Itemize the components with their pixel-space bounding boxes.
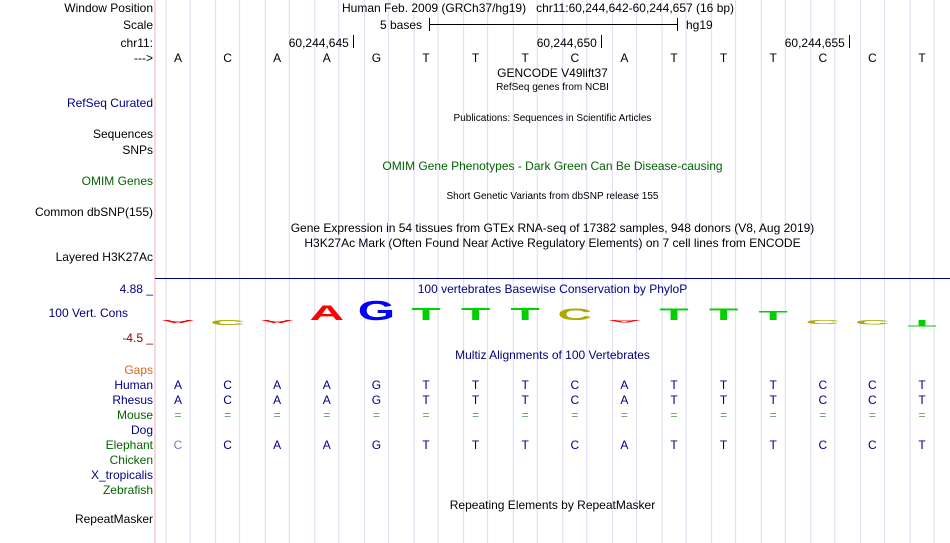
conservation-letter: A — [259, 318, 295, 325]
sequence-base: C — [570, 51, 580, 65]
alignment-base: T — [422, 378, 430, 392]
alignment-base: = — [372, 408, 380, 422]
scale-text: 5 bases — [380, 18, 423, 32]
alignment-base: C — [223, 438, 232, 452]
alignment-base: T — [769, 438, 777, 452]
coordinate-tick — [849, 35, 850, 48]
vert-cons-label[interactable]: 100 Vert. Cons — [48, 306, 128, 320]
alignment-base: T — [918, 378, 926, 392]
alignment-base: C — [173, 438, 183, 452]
species-label-human[interactable]: Human — [114, 378, 153, 392]
sequence-base: C — [223, 51, 232, 65]
dbsnp-track-title: Short Genetic Variants from dbSNP release 155 — [446, 191, 659, 202]
alignment-base: T — [521, 378, 529, 392]
conservation-letter: A — [160, 318, 196, 325]
alignment-base: T — [670, 438, 678, 452]
alignment-base: T — [670, 378, 678, 392]
sequence-base: C — [818, 51, 828, 65]
alignment-base: A — [273, 378, 282, 392]
conservation-letter: T — [659, 305, 689, 324]
scale-assembly: hg19 — [686, 18, 713, 32]
species-label-x_tropicalis[interactable]: X_tropicalis — [90, 468, 153, 482]
species-label-mouse[interactable]: Mouse — [116, 408, 153, 422]
sequence-base: T — [769, 51, 777, 65]
alignment-base: T — [918, 438, 926, 452]
conservation-letter: A — [607, 319, 642, 324]
sequence-base: A — [273, 51, 282, 65]
alignment-base: A — [273, 438, 282, 452]
publications-track-title: Publications: Sequences in Scientific Articles — [453, 113, 652, 124]
conservation-letter: T — [411, 303, 441, 324]
conservation-letter: T — [460, 303, 491, 324]
alignment-base: C — [868, 378, 877, 392]
alignment-base: T — [670, 393, 678, 407]
species-label-elephant[interactable]: Elephant — [105, 438, 153, 452]
conservation-letter: G — [357, 294, 396, 327]
alignment-base: A — [322, 438, 331, 452]
strand-label: ---> — [134, 51, 153, 65]
sequence-base: T — [918, 51, 926, 65]
conservation-max-label: 4.88 _ — [119, 282, 153, 296]
alignment-base: A — [173, 393, 182, 407]
alignment-base: T — [719, 393, 728, 407]
track-divider — [155, 278, 950, 279]
conservation-min-label: -4.5 _ — [122, 331, 153, 345]
alignment-base: G — [371, 393, 382, 407]
sequence-base: T — [670, 51, 678, 65]
alignment-base: = — [670, 408, 678, 422]
snps-label[interactable]: SNPs — [122, 143, 153, 157]
alignment-base: = — [273, 408, 281, 422]
alignment-base: G — [371, 378, 382, 392]
sequence-base: A — [620, 51, 629, 65]
alignment-base: T — [471, 378, 480, 392]
gencode-track-title[interactable]: GENCODE V49lift37 — [497, 66, 608, 80]
species-label-dog[interactable]: Dog — [130, 423, 153, 437]
sequence-base: T — [422, 51, 430, 65]
gtex-track-title: Gene Expression in 54 tissues from GTEx RNA-seq of 17382 samples, 948 donors (V8, Aug 2019) — [290, 221, 815, 235]
alignment-base: C — [818, 393, 828, 407]
sequence-base: G — [371, 51, 382, 65]
conservation-letter: C — [557, 304, 593, 324]
alignment-base: = — [620, 408, 628, 422]
conservation-track-title: 100 vertebrates Basewise Conservation by PhyloP — [417, 282, 688, 296]
species-label-rhesus[interactable]: Rhesus — [112, 393, 153, 407]
window-position-label: Window Position — [64, 1, 153, 15]
h3k27ac-track-title: H3K27Ac Mark (Often Found Near Active Regulatory Elements) on 7 cell lines from ENCODE — [304, 236, 801, 250]
omim-track-title: OMIM Gene Phenotypes - Dark Green Can Be Disease-causing — [382, 159, 723, 173]
alignment-base: A — [273, 393, 282, 407]
alignment-base: = — [521, 408, 529, 422]
window-position-text[interactable]: Human Feb. 2009 (GRCh37/hg19) chr11:60,244,642-60,244,657 (16 bp) — [342, 1, 735, 15]
sequence-base: T — [521, 51, 529, 65]
conservation-letter: T — [907, 317, 937, 329]
species-label-zebrafish[interactable]: Zebrafish — [102, 483, 153, 497]
chrom-label: chr11: — [120, 36, 153, 50]
omim-genes-label[interactable]: OMIM Genes — [81, 174, 153, 188]
alignment-base: A — [620, 438, 629, 452]
layered-h3k27ac-label[interactable]: Layered H3K27Ac — [55, 250, 153, 264]
refseq-curated-label[interactable]: RefSeq Curated — [66, 96, 153, 110]
repeatmasker-label[interactable]: RepeatMasker — [74, 512, 153, 526]
alignment-base: C — [570, 378, 580, 392]
alignment-base: A — [322, 378, 331, 392]
sequence-base: A — [173, 51, 182, 65]
sequence-base: T — [719, 51, 728, 65]
alignment-base: T — [422, 393, 430, 407]
coordinate-tick-label: 60,244,650 — [536, 36, 597, 50]
alignment-base: = — [720, 408, 728, 422]
alignment-base: C — [818, 438, 828, 452]
scale-bar — [429, 18, 678, 31]
alignment-base: A — [322, 393, 331, 407]
alignment-base: = — [868, 408, 876, 422]
sequence-base: C — [868, 51, 877, 65]
alignment-base: G — [371, 438, 382, 452]
alignment-base: C — [570, 393, 580, 407]
alignment-base: T — [719, 438, 728, 452]
conservation-letter: C — [855, 318, 890, 326]
conservation-letter: C — [805, 318, 841, 325]
alignment-base: C — [570, 438, 580, 452]
alignment-base: C — [818, 378, 828, 392]
alignment-base: = — [174, 408, 182, 422]
alignment-base: = — [571, 408, 579, 422]
conservation-letter: T — [758, 308, 788, 323]
scale-label: Scale — [122, 18, 153, 32]
coordinate-tick-label: 60,244,655 — [784, 36, 845, 50]
alignment-base: T — [422, 438, 430, 452]
species-label-chicken[interactable]: Chicken — [109, 453, 153, 467]
alignment-base: T — [521, 438, 529, 452]
alignment-base: = — [918, 408, 926, 422]
alignment-base: = — [819, 408, 827, 422]
alignment-base: = — [323, 408, 331, 422]
alignment-base: A — [620, 393, 629, 407]
alignment-base: T — [471, 438, 480, 452]
alignment-base: A — [173, 378, 182, 392]
conservation-letter: T — [708, 304, 739, 324]
alignment-base: = — [224, 408, 232, 422]
conservation-letter: A — [309, 300, 345, 325]
alignment-base: C — [868, 393, 877, 407]
alignment-base: = — [769, 408, 777, 422]
alignment-base: C — [223, 378, 232, 392]
alignment-base: C — [868, 438, 877, 452]
conservation-letter: T — [510, 303, 540, 324]
alignment-base: T — [521, 393, 529, 407]
refseq-track-subtitle: RefSeq genes from NCBI — [496, 82, 609, 93]
alignment-base: = — [472, 408, 480, 422]
sequence-base: A — [322, 51, 331, 65]
alignment-base: = — [422, 408, 430, 422]
multiz-track-title: Multiz Alignments of 100 Vertebrates — [455, 348, 650, 362]
sequence-base: T — [471, 51, 480, 65]
coordinate-tick — [601, 35, 602, 48]
alignment-base: T — [719, 378, 728, 392]
species-label-gaps[interactable]: Gaps — [124, 363, 153, 377]
sequences-label[interactable]: Sequences — [92, 127, 153, 141]
common-dbsnp-label[interactable]: Common dbSNP(155) — [34, 205, 153, 219]
coordinate-tick-label: 60,244,645 — [288, 36, 349, 50]
alignment-base: A — [620, 378, 629, 392]
alignment-base: C — [223, 393, 232, 407]
repeatmasker-track-title: Repeating Elements by RepeatMasker — [449, 498, 656, 512]
conservation-letter: C — [210, 318, 245, 327]
alignment-base: T — [471, 393, 480, 407]
coordinate-tick — [353, 35, 354, 48]
alignment-base: T — [769, 393, 777, 407]
alignment-base: T — [769, 378, 777, 392]
alignment-base: T — [918, 393, 926, 407]
